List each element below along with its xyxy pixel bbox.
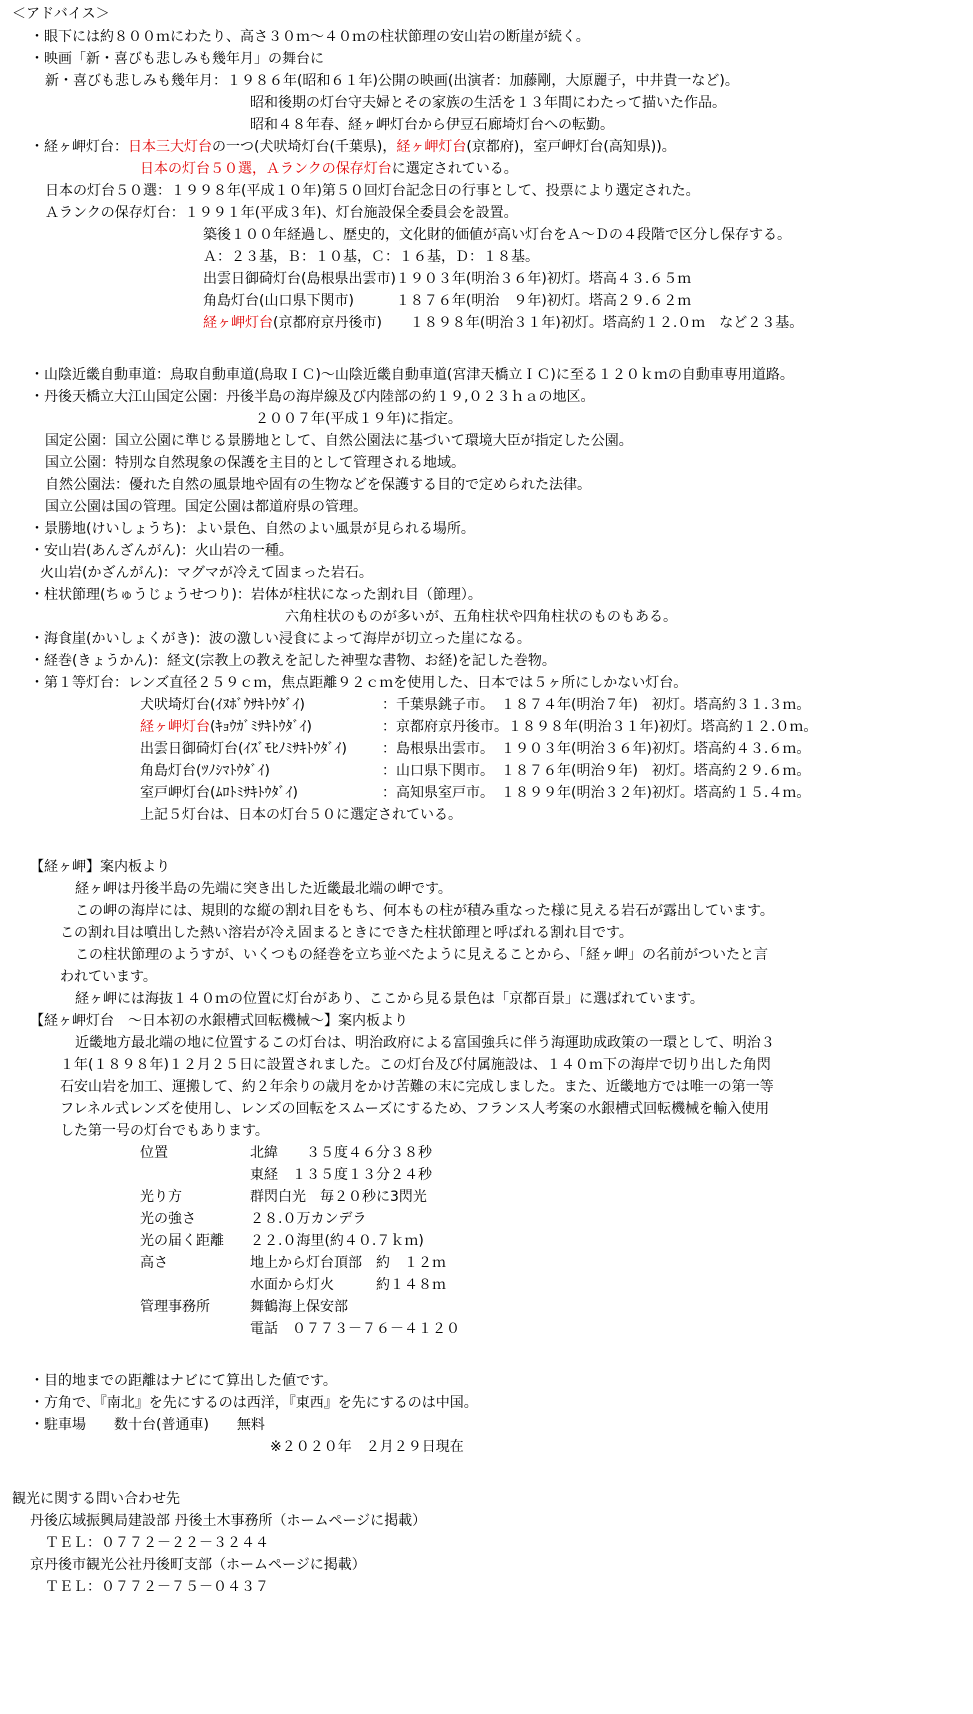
info-line: 国立公園は国の管理。国定公園は都道府県の管理。 [45, 499, 367, 515]
advice-line: 新・喜びも悲しみも幾年月：１９８６年(昭和６１年)公開の映画(出演者：加藤剛，大原麗子，中井貴一など)。 [45, 73, 739, 89]
fifty-line [203, 315, 803, 332]
fifty-line: 出雲日御碕灯台(島根県出雲市)１９０３年(明治３６年)初灯。塔高４３.６５ｍ [203, 271, 692, 287]
spec-label: 光り方 [140, 1189, 182, 1205]
board1-line: われています。 [60, 969, 157, 985]
board2-line: 石安山岩を加工、運搬して、約２年余りの歳月をかけ苦難の末に完成しました。また、近畿地方では唯一の第一等 [60, 1079, 774, 1095]
info-line: ・経巻(きょうかん)：経文(宗教上の教えを記した神聖な書物、お経)を記した巻物。 [30, 653, 556, 669]
board1-line: 経ヶ岬は丹後半島の先端に突き出した近畿最北端の岬です。 [75, 881, 452, 897]
spec-label: 管理事務所 [140, 1299, 210, 1315]
first-class-row [140, 741, 347, 758]
advice-line: ・映画「新・喜びも悲しみも幾年月」の舞台に [30, 51, 324, 67]
spec-label: 光の強さ [140, 1211, 196, 1227]
board2-line: フレネル式レンズを使用し、レンズの回転をスムーズにするため、フランス人考案の水銀槽式回転機械を輸入使用 [60, 1101, 770, 1117]
spec-value: 地上から灯台頂部 約 １２ｍ [250, 1255, 446, 1271]
board2-line: した第一号の灯台でもあります。 [60, 1123, 269, 1139]
board2-line: １年(１８９８年)１２月２５日に設置されました。この灯台及び付属施設は、１４０ｍ下の海岸で切り出した角閃 [60, 1057, 771, 1073]
lighthouse-text: の一つ(犬吠埼灯台(千葉県)， [212, 139, 397, 155]
spec-value: 舞鶴海上保安部 [250, 1299, 348, 1315]
lighthouse-name: 角島灯台(ﾂﾉｼﾏﾄｳﾀﾞｲ) [140, 763, 270, 779]
spec-value: 水面から灯火 約１４８ｍ [250, 1277, 446, 1293]
contact-line: 丹後広域振興局建設部 丹後土木事務所（ホームページに掲載） [30, 1513, 427, 1529]
info-line: ・景勝地(けいしょうち)：よい景色、自然のよい風景が見られる場所。 [30, 521, 475, 537]
fifty-line: 日本の灯台５０選：１９９８年(平成１０年)第５０回灯台記念日の行事として、投票により選定された。 [45, 183, 700, 199]
advice-line: 昭和後期の灯台守夫婦とその家族の生活を１３年間にわたって描いた作品。 [250, 95, 726, 111]
info-line: ・第１等灯台：レンズ直径２５９ｃｍ，焦点距離９２ｃｍを使用した、日本では５ヶ所にしかない灯台。 [30, 675, 688, 691]
spec-value: 群閃白光 毎２０秒に3閃光 [250, 1189, 427, 1205]
highlight-text: 経ヶ岬灯台 [396, 139, 467, 155]
advice-heading: ＜アドバイス＞ [12, 6, 110, 22]
info-line: ２００７年(平成１９年)に指定。 [255, 411, 462, 427]
lighthouse-text: に選定されている。 [391, 161, 518, 177]
first-class-detail: ：高知県室戸市。 １８９９年(明治３２年)初灯。塔高約１５.４ｍ。 [382, 785, 811, 801]
contact-line: ＴＥＬ：０７７２－２２－３２４４ [45, 1535, 269, 1551]
advice-line: 昭和４８年春、経ヶ岬灯台から伊豆石廊埼灯台への転勤。 [250, 117, 614, 133]
first-class-row [140, 697, 305, 714]
spec-value: 北緯 ３５度４６分３８秒 [250, 1145, 432, 1161]
spec-value: ２８.０万カンデラ [250, 1211, 367, 1227]
highlight-text: 日本の灯台５０選，Ａランクの保存灯台 [140, 161, 392, 177]
lighthouse-line [30, 139, 676, 156]
first-class-row [140, 763, 270, 780]
spec-value: 電話 ０７７３－７６－４１２０ [250, 1321, 460, 1337]
info-line: 自然公園法：優れた自然の風景地や固有の生物などを保護する目的で定められた法律。 [45, 477, 591, 493]
info-line: ・山陰近畿自動車道：鳥取自動車道(鳥取ＩＣ)～山陰近畿自動車道(宮津天橋立ＩＣ)に至る１２０ｋｍの自動車専用道路。 [30, 367, 794, 383]
lighthouse-name: 犬吠埼灯台(ｲﾇﾎﾞｳｻｷﾄｳﾀﾞｲ) [140, 697, 305, 713]
lighthouse-name: 経ヶ岬灯台 [140, 719, 210, 735]
highlight-text: 経ヶ岬灯台 [203, 315, 273, 331]
contact-heading: 観光に関する問い合わせ先 [12, 1491, 180, 1507]
info-line: ・柱状節理(ちゅうじょうせつり)：岩体が柱状になった割れ目（節理）。 [30, 587, 482, 603]
contact-line: ＴＥＬ：０７７２－７５－０４３７ [45, 1579, 269, 1595]
info-line: ・丹後天橋立大江山国定公園：丹後半島の海岸線及び内陸部の約１９,０２３ｈａの地区。 [30, 389, 595, 405]
footer-note: ・駐車場 数十台(普通車) 無料 [30, 1417, 265, 1433]
spec-label: 高さ [140, 1255, 168, 1271]
first-class-note: 上記５灯台は、日本の灯台５０に選定されている。 [140, 807, 462, 823]
board1-heading: 【経ヶ岬】案内板より [30, 859, 170, 875]
board1-line: この柱状節理のようすが、いくつもの経巻を立ち並べたように見えることから、「経ヶ岬」の名前がついたと言 [75, 947, 768, 963]
info-line: ・安山岩(あんざんがん)：火山岩の一種。 [30, 543, 293, 559]
first-class-detail: ：千葉県銚子市。 １８７４年(明治７年) 初灯。塔高約３１.３ｍ。 [382, 697, 811, 713]
lighthouse-line [140, 161, 518, 178]
highlight-text: 日本三大灯台 [128, 139, 212, 155]
info-line: ・海食崖(かいしょくがき)：波の激しい浸食によって海岸が切立った崖になる。 [30, 631, 531, 647]
lighthouse-name: 室戸岬灯台(ﾑﾛﾄﾐｻｷﾄｳﾀﾞｲ) [140, 785, 298, 801]
board1-line: 経ヶ岬には海抜１４０ｍの位置に灯台があり、ここから見る景色は「京都百景」に選ばれています。 [75, 991, 704, 1007]
info-line: 国定公園：国立公園に準じる景勝地として、自然公園法に基づいて環境大臣が指定した公園。 [45, 433, 633, 449]
footer-note: ・目的地までの距離はナビにて算出した値です。 [30, 1373, 337, 1389]
first-class-detail: ：山口県下関市。 １８７６年(明治９年) 初灯。塔高約２９.６ｍ。 [382, 763, 811, 779]
fifty-line: 角島灯台(山口県下関市) １８７６年(明治 ９年)初灯。塔高２９.６２ｍ [203, 293, 692, 309]
spec-value: 東経 １３５度１３分２４秒 [250, 1167, 432, 1183]
fifty-line: 築後１００年経過し、歴史的，文化財的価値が高い灯台をＡ～Ｄの４段階で区分し保存する。 [203, 227, 791, 243]
contact-line: 京丹後市観光公社丹後町支部（ホームページに掲載） [30, 1557, 366, 1573]
first-class-row [140, 785, 298, 802]
lighthouse-text: (京都府)，室戸岬灯台(高知県))。 [466, 139, 676, 155]
fifty-line: Ａ：２３基，Ｂ：１０基，Ｃ：１６基，Ｄ：１８基。 [203, 249, 539, 265]
footer-note: ※２０２０年 ２月２９日現在 [270, 1439, 464, 1455]
info-line: 六角柱状のものが多いが、五角柱状や四角柱状のものもある。 [285, 609, 677, 625]
first-class-detail: ：島根県出雲市。 １９０３年(明治３６年)初灯。塔高約４３.６ｍ。 [382, 741, 811, 757]
lighthouse-label: ・経ヶ岬灯台： [30, 139, 128, 155]
lighthouse-name: 出雲日御碕灯台(ｲｽﾞﾓﾋﾉﾐｻｷﾄｳﾀﾞｲ) [140, 741, 347, 757]
first-class-row [140, 719, 312, 736]
lighthouse-reading: (ｷｮｳｶﾞﾐｻｷﾄｳﾀﾞｲ) [210, 719, 312, 735]
info-line: 国立公園：特別な自然現象の保護を主目的として管理される地域。 [45, 455, 465, 471]
board2-heading: 【経ヶ岬灯台 ～日本初の水銀槽式回転機械～】案内板より [30, 1013, 408, 1029]
spec-value: ２２.０海里(約４０.７ｋｍ) [250, 1233, 424, 1249]
footer-note: ・方角で、『南北』を先にするのは西洋，『東西』を先にするのは中国。 [30, 1395, 478, 1411]
board2-line: 近畿地方最北端の地に位置するこの灯台は、明治政府による富国強兵に伴う海運助成政策の一環として、明治３ [75, 1035, 775, 1051]
board1-line: この割れ目は噴出した熱い溶岩が冷え固まるときにできた柱状節理と呼ばれる割れ目です。 [60, 925, 633, 941]
fifty-line: Ａランクの保存灯台：１９９１年(平成３年)、灯台施設保全委員会を設置。 [45, 205, 518, 221]
spec-label: 光の届く距離 [140, 1233, 224, 1249]
spec-label: 位置 [140, 1145, 168, 1161]
board1-line: この岬の海岸には、規則的な縦の割れ目をもち、何本もの柱が積み重なった様に見える岩石が露出しています。 [75, 903, 774, 919]
rank-detail: (京都府京丹後市) １８９８年(明治３１年)初灯。塔高約１２.０ｍ など２３基。 [273, 315, 804, 331]
first-class-detail: ：京都府京丹後市。１８９８年(明治３１年)初灯。塔高約１２.０ｍ。 [382, 719, 818, 735]
advice-line: ・眼下には約８００ｍにわたり、高さ３０ｍ～４０ｍの柱状節理の安山岩の断崖が続く。 [30, 29, 590, 45]
info-line: 火山岩(かざんがん)：マグマが冷えて固まった岩石。 [40, 565, 373, 581]
